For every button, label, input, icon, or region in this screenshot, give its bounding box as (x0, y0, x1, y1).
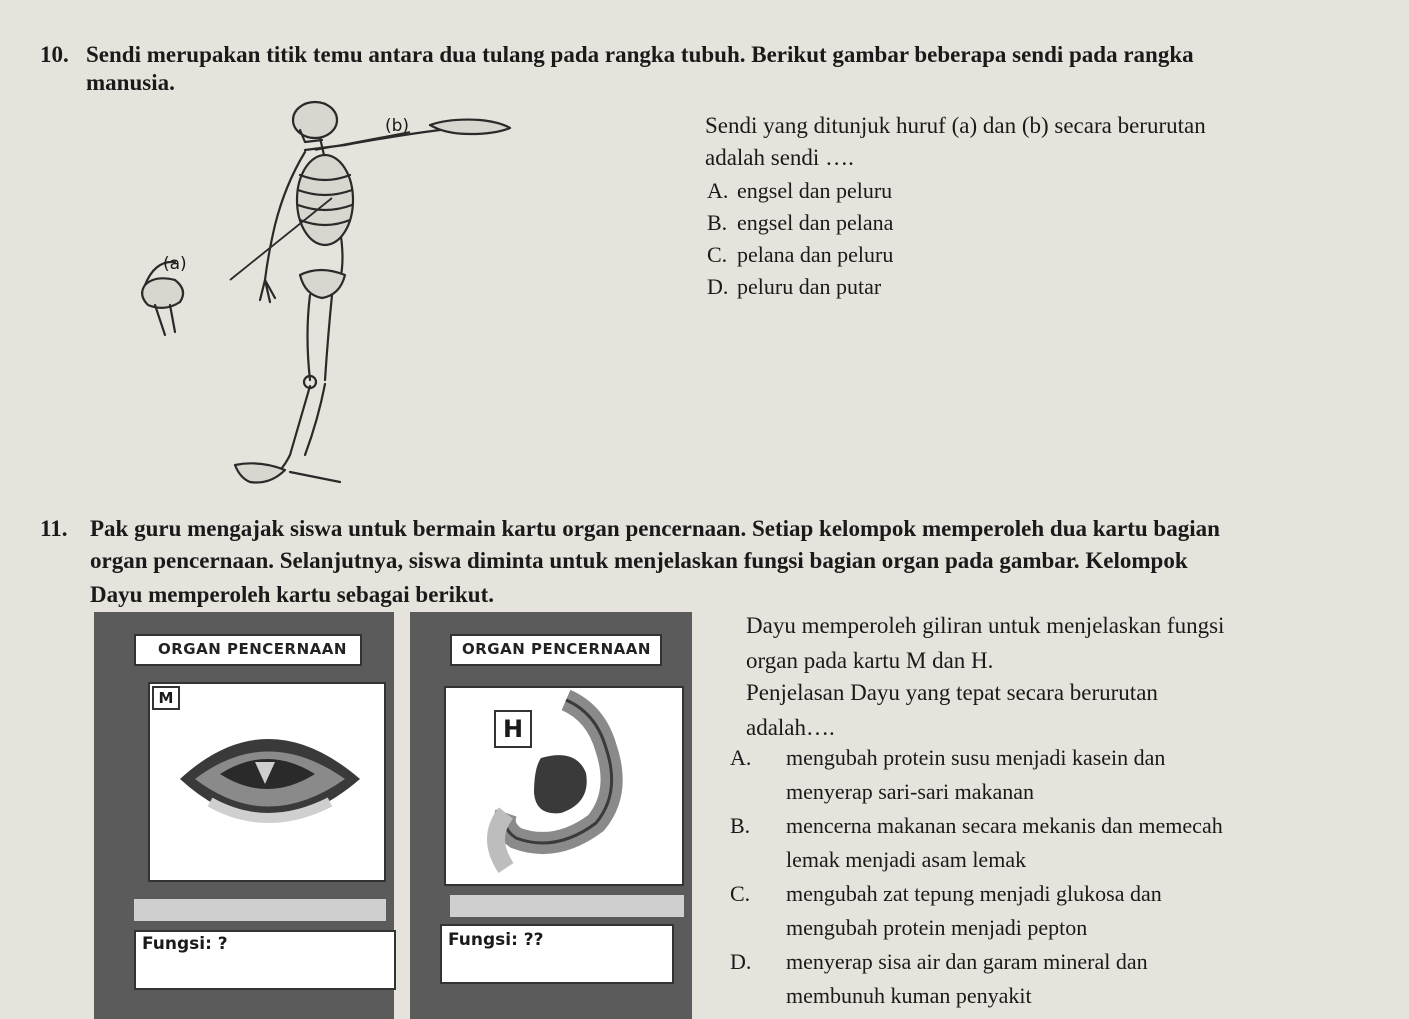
mouth-illustration (150, 684, 384, 880)
option-text: mencerna makanan secara mekanis dan memecah (786, 813, 1223, 838)
card-letter: H (494, 710, 532, 748)
option-a[interactable] (730, 742, 1165, 774)
label-b: (b) (385, 116, 410, 136)
option-text: mengubah protein susu menjadi kasein dan (786, 745, 1166, 770)
card-fungsi: Fungsi: ? (142, 934, 228, 954)
card-title: ORGAN PENCERNAAN (462, 640, 651, 658)
option-letter: A. (707, 178, 729, 203)
option-text: mengubah zat tepung menjadi glukosa dan (786, 881, 1162, 906)
question-text: Dayu memperoleh giliran untuk menjelaskan fungsi (746, 613, 1225, 638)
question-number: 11. (40, 516, 68, 541)
option-letter: B. (707, 210, 728, 235)
option-b[interactable] (730, 810, 1223, 842)
option-c[interactable] (707, 239, 893, 271)
option-letter: B. (730, 813, 751, 838)
option-text: engsel dan pelana (737, 210, 894, 235)
question-stem-line: Pak guru mengajak siswa untuk bermain kartu organ pencernaan. Setiap kelompok memperoleh dua kartu bagian (90, 516, 1220, 541)
card-title: ORGAN PENCERNAAN (158, 640, 347, 658)
option-c[interactable] (730, 878, 1162, 910)
option-a[interactable] (707, 175, 892, 207)
question-text: adalah sendi …. (705, 145, 854, 170)
card-divider (134, 899, 386, 921)
question-text: Sendi yang ditunjuk huruf (a) dan (b) secara berurutan (705, 113, 1206, 138)
card-letter: M (152, 686, 180, 710)
question-text: adalah…. (746, 715, 835, 740)
option-a-cont: menyerap sari-sari makanan (786, 779, 1034, 804)
card-image-box (444, 686, 684, 886)
question-stem-line: manusia. (86, 70, 175, 95)
card-fungsi: Fungsi: ?? (448, 930, 544, 950)
option-d[interactable] (730, 946, 1148, 978)
card-image-box (148, 682, 386, 882)
question-text: Penjelasan Dayu yang tepat secara berurutan (746, 680, 1158, 705)
stomach-illustration (446, 688, 682, 884)
card-h (410, 612, 692, 1019)
option-text: engsel dan peluru (737, 178, 893, 203)
question-stem-line: Sendi merupakan titik temu antara dua tulang pada rangka tubuh. Berikut gambar beberapa sendi pada rangka (86, 42, 1194, 67)
option-text: pelana dan peluru (737, 242, 894, 267)
question-text: organ pada kartu M dan H. (746, 648, 994, 673)
question-stem-line: organ pencernaan. Selanjutnya, siswa diminta untuk menjelaskan fungsi bagian organ pada gambar. Kelompok (90, 548, 1188, 573)
option-d-cont: membunuh kuman penyakit (786, 983, 1032, 1008)
option-b[interactable] (707, 207, 893, 239)
card-m (94, 612, 394, 1019)
card-divider (450, 895, 684, 917)
question-number: 10. (40, 42, 69, 67)
option-letter: C. (707, 242, 728, 267)
option-text: menyerap sisa air dan garam mineral dan (786, 949, 1148, 974)
option-letter: A. (730, 745, 752, 770)
option-b-cont: lemak menjadi asam lemak (786, 847, 1027, 872)
option-letter: D. (730, 949, 752, 974)
option-c-cont: mengubah protein menjadi pepton (786, 915, 1088, 940)
label-a: (a) (163, 254, 187, 274)
option-letter: C. (730, 881, 751, 906)
option-letter: D. (707, 274, 729, 299)
skeleton-illustration (100, 90, 700, 510)
question-stem-line: Dayu memperoleh kartu sebagai berikut. (90, 582, 494, 607)
option-text: peluru dan putar (737, 274, 882, 299)
option-d[interactable] (707, 271, 881, 303)
